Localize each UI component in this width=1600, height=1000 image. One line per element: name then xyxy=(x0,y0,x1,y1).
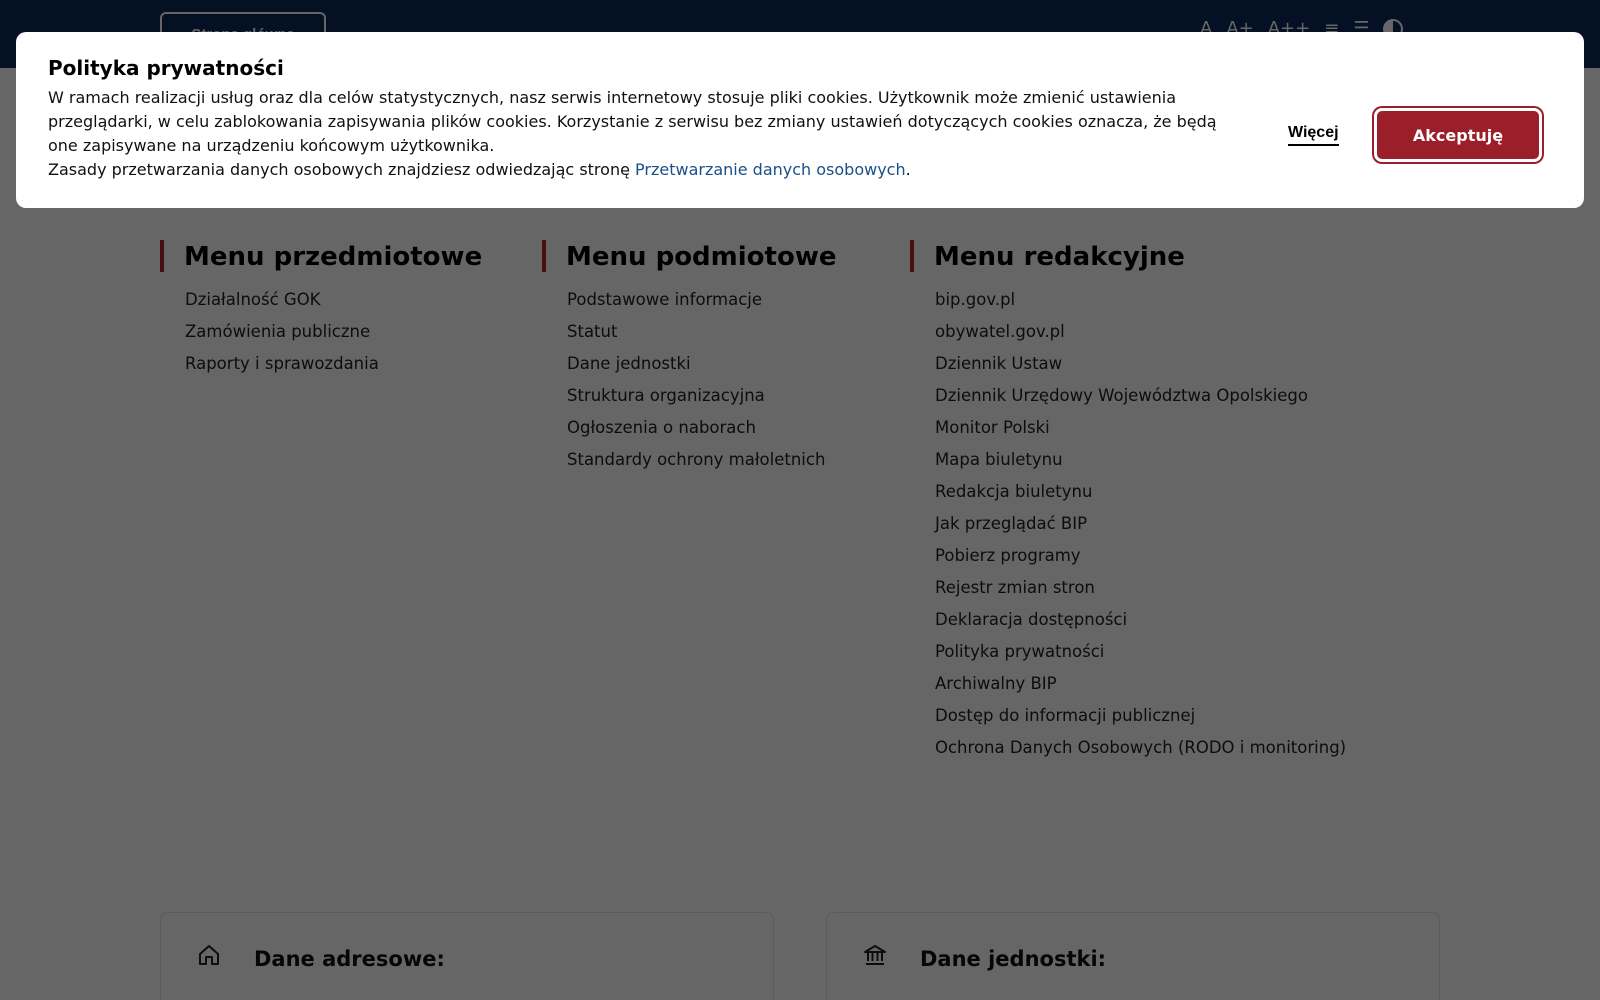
cookie-info-text: W ramach realizacji usług oraz dla celów statystycznych, nasz serwis internetowy stosuje pliki cookies. Użytkownik może zmienić ustawienia przeglądarki, w celu zablokowania zapisywania plików cookies. Korzystanie z serwisu bez zmiany ustawień dotyczących cookies oznacza, że będą one zapisywane na urządzeniu końcowym użytkownika. xyxy=(48,88,1217,155)
cookie-privacy-line xyxy=(48,158,1248,182)
cookie-dialog-title: Polityka prywatności xyxy=(48,56,284,80)
cookie-privacy-prefix: Zasady przetwarzania danych osobowych znajdziesz odwiedzając stronę xyxy=(48,160,636,179)
privacy-policy-link[interactable]: Przetwarzanie danych osobowych xyxy=(635,160,906,179)
cookie-dialog-text xyxy=(48,86,1248,182)
cookie-consent-dialog xyxy=(16,32,1584,208)
more-info-button[interactable]: Więcej xyxy=(1288,124,1339,146)
accept-cookies-button[interactable]: Akceptuję xyxy=(1374,108,1542,162)
cookie-privacy-suffix: . xyxy=(905,160,911,179)
